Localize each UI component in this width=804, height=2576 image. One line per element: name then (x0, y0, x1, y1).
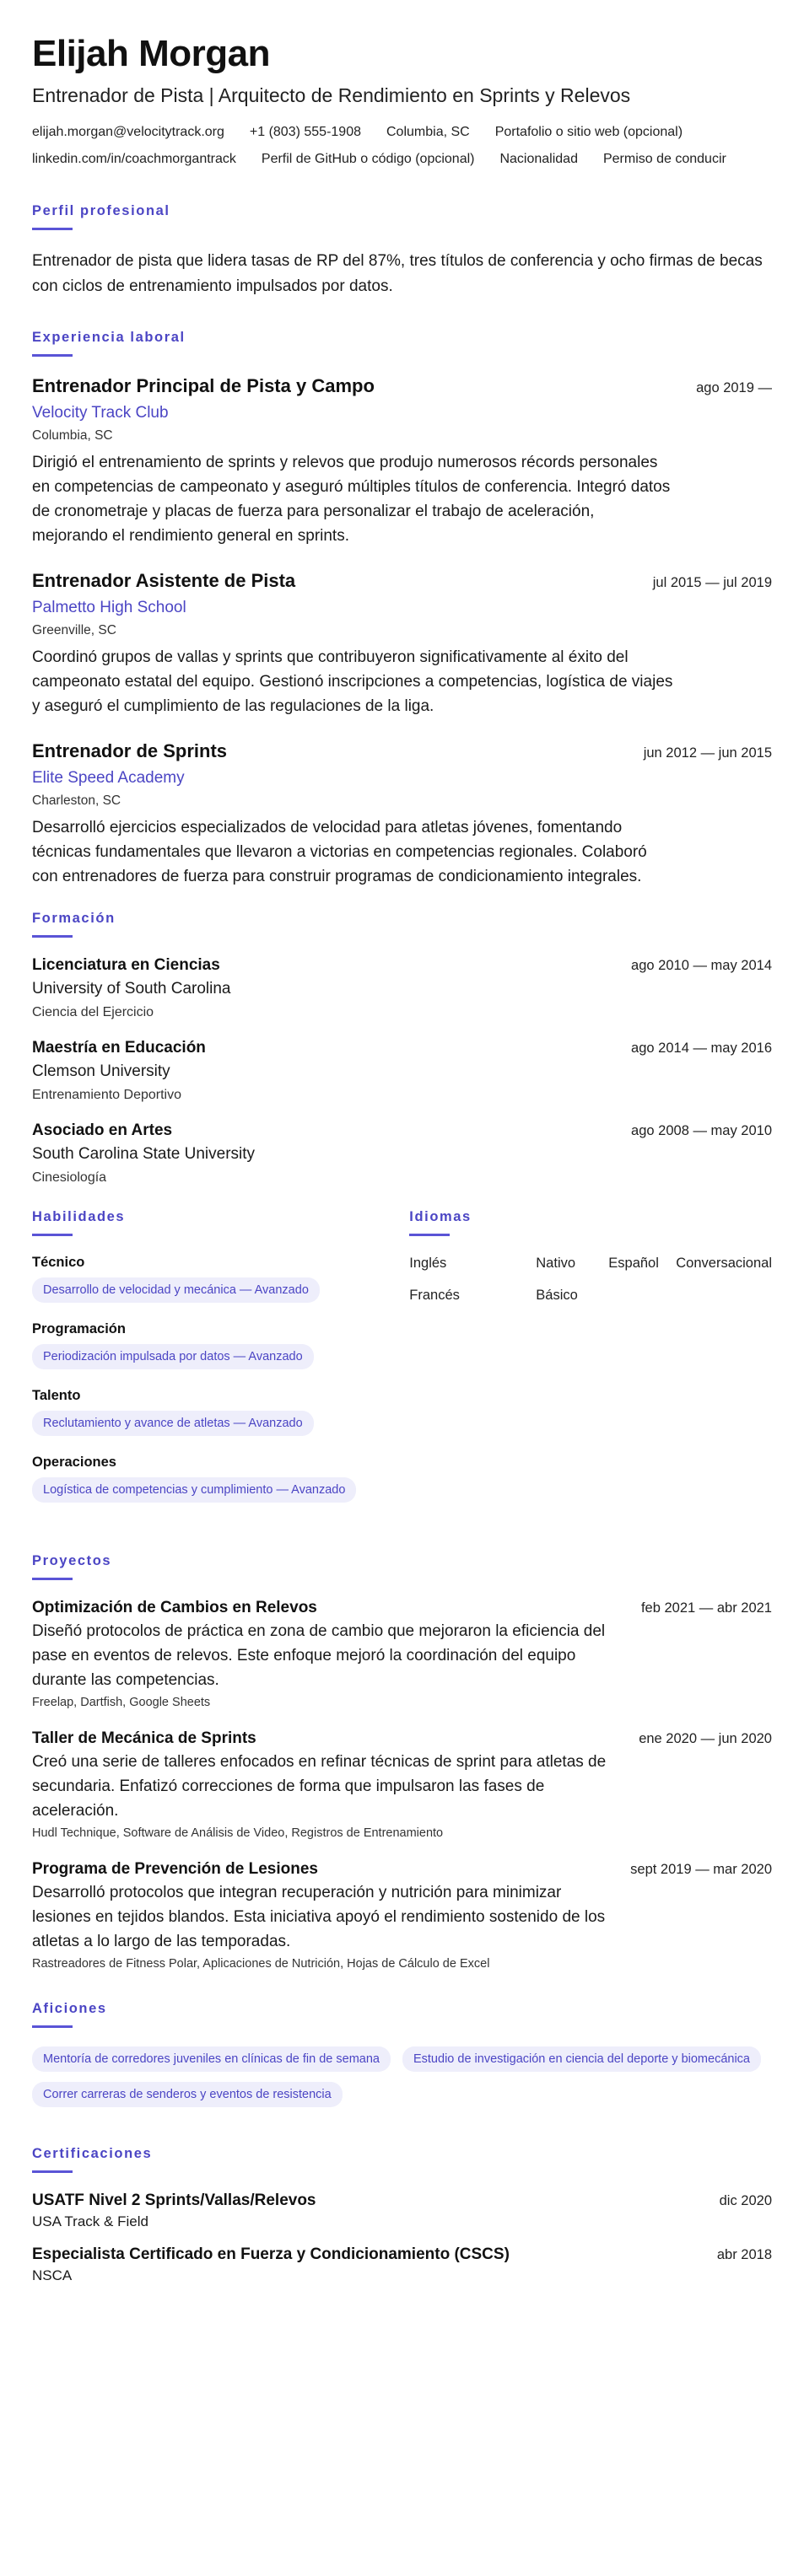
section-title-education: Formación (32, 911, 116, 927)
education-date: ago 2008 — may 2010 (631, 1123, 772, 1139)
section-divider (32, 228, 73, 230)
job-date: ago 2019 — (696, 380, 772, 396)
contact-github[interactable]: Perfil de GitHub o código (opcional) (261, 152, 475, 167)
section-divider (32, 935, 73, 938)
certification-issuer: USA Track & Field (32, 2213, 148, 2230)
project-tech: Rastreadores de Fitness Polar, Aplicaciones de Nutrición, Hojas de Cálculo de Excel (32, 1957, 490, 1971)
project-title: Programa de Prevención de Lesiones (32, 1860, 318, 1879)
education-field: Entrenamiento Deportivo (32, 1088, 181, 1103)
project-description: Creó una serie de talleres enfocados en refinar técnicas de sprint para atletas de secundaria. Enfatizó correcciones de forma que impulsaron las fases de aceleración. (32, 1753, 607, 1820)
certification-date: dic 2020 (719, 2193, 772, 2209)
resume-header (32, 34, 772, 173)
skill-pill: Periodización impulsada por datos — Avanzado (32, 1344, 314, 1369)
certification-entry (32, 2245, 772, 2284)
project-entry (32, 1860, 772, 1971)
project-tech: Hudl Technique, Software de Análisis de Video, Registros de Entrenamiento (32, 1826, 444, 1841)
job-date: jul 2015 — jul 2019 (652, 575, 772, 591)
education-degree: Maestría en Educación (32, 1039, 206, 1057)
skill-group (32, 1455, 409, 1503)
job-entry (32, 375, 772, 548)
section-divider (32, 2170, 73, 2173)
summary-section (32, 203, 772, 299)
project-entry (32, 1729, 772, 1840)
section-title-projects: Proyectos (32, 1553, 112, 1569)
section-title-experience: Experiencia laboral (32, 330, 186, 346)
skill-pill: Desarrollo de velocidad y mecánica — Avanzado (32, 1277, 320, 1303)
job-location: Greenville, SC (32, 623, 116, 638)
contact-list (32, 119, 772, 173)
job-company: Palmetto High School (32, 599, 186, 617)
certification-entry (32, 2191, 772, 2230)
project-title: Taller de Mecánica de Sprints (32, 1729, 256, 1748)
project-description: Desarrolló protocolos que integran recuperación y nutrición para minimizar lesiones en tejidos blandos. Esta iniciativa apoyó el rendimiento sostenido de los atletas a lo largo de las temporadas. (32, 1884, 606, 1951)
education-section (32, 911, 772, 1186)
education-field: Cinesiología (32, 1170, 107, 1186)
job-description: Desarrolló ejercicios especializados de velocidad para atletas jóvenes, fomentando técnicas fundamentales que llevaron a victorias en competencias regionales. Colaboró con entrenadores de fuerza para construir programas de condicionamiento integrales. (32, 819, 647, 886)
job-description: Dirigió el entrenamiento de sprints y relevos que produjo numerosos récords personales en competencias de campeonato y aseguró múltiples títulos de conferencia. Integró datos de cronometraje y placas de fuerza para personalizar el trabajo de aceleración, mejorando el rendimiento general en sprints. (32, 454, 671, 546)
education-date: ago 2010 — may 2014 (631, 958, 772, 974)
section-title-hobbies: Aficiones (32, 2001, 107, 2017)
hobby-pill: Correr carreras de senderos y eventos de resistencia (32, 2082, 343, 2107)
certification-date: abr 2018 (716, 2247, 772, 2263)
section-divider (32, 2025, 73, 2028)
section-divider (32, 1234, 73, 1236)
job-company: Velocity Track Club (32, 404, 169, 422)
education-school: University of South Carolina (32, 980, 231, 998)
languages-section (409, 1209, 772, 1521)
job-date: jun 2012 — jun 2015 (643, 745, 772, 761)
project-date: feb 2021 — abr 2021 (640, 1600, 772, 1616)
candidate-name: Elijah Morgan (32, 33, 270, 74)
education-degree: Licenciatura en Ciencias (32, 956, 220, 975)
section-title-certifications: Certificaciones (32, 2146, 153, 2162)
certifications-section (32, 2146, 772, 2284)
hobby-pill: Mentoría de corredores juveniles en clínicas de fin de semana (32, 2046, 391, 2072)
job-entry (32, 740, 772, 889)
language-name: Inglés (409, 1256, 447, 1272)
skill-group (32, 1388, 409, 1436)
language-level: Conversacional (676, 1256, 772, 1272)
contact-email[interactable]: elijah.morgan@velocitytrack.org (32, 125, 224, 140)
skill-pill: Reclutamiento y avance de atletas — Avanzado (32, 1411, 314, 1436)
experience-section (32, 330, 772, 889)
project-tech: Freelap, Dartfish, Google Sheets (32, 1696, 211, 1710)
hobbies-section (32, 2001, 772, 2107)
section-title-languages: Idiomas (409, 1209, 472, 1225)
summary-text: Entrenador de pista que lidera tasas de RP del 87%, tres títulos de conferencia y ocho firmas de becas con ciclos de entrenamiento impulsados por datos. (32, 252, 763, 296)
contact-linkedin[interactable]: linkedin.com/in/coachmorgantrack (32, 152, 236, 167)
skill-group (32, 1255, 409, 1303)
candidate-headline: Entrenador de Pista | Arquitecto de Rendimiento en Sprints y Relevos (32, 84, 631, 107)
education-entry (32, 1121, 772, 1186)
skill-group (32, 1321, 409, 1369)
section-divider (32, 354, 73, 357)
language-row (409, 1255, 772, 1272)
section-title-skills: Habilidades (32, 1209, 126, 1225)
job-title: Entrenador de Sprints (32, 740, 228, 762)
skill-category: Talento (32, 1388, 81, 1404)
skill-category: Técnico (32, 1255, 85, 1271)
language-name: Español (608, 1256, 659, 1272)
contact-driving-license: Permiso de conducir (602, 152, 726, 167)
section-title-summary: Perfil profesional (32, 203, 170, 219)
skill-category: Programación (32, 1321, 126, 1337)
project-entry (32, 1599, 772, 1709)
certification-title: Especialista Certificado en Fuerza y Condicionamiento (CSCS) (32, 2245, 510, 2264)
section-divider (32, 1578, 73, 1580)
contact-nationality: Nacionalidad (499, 152, 578, 167)
job-location: Charleston, SC (32, 793, 121, 809)
job-entry (32, 570, 772, 718)
skill-category: Operaciones (32, 1455, 116, 1471)
job-title: Entrenador Asistente de Pista (32, 570, 296, 592)
education-degree: Asociado en Artes (32, 1121, 173, 1140)
job-title: Entrenador Principal de Pista y Campo (32, 375, 375, 397)
job-location: Columbia, SC (32, 428, 113, 444)
language-level: Básico (536, 1288, 578, 1304)
education-entry (32, 956, 772, 1020)
skills-section (32, 1209, 409, 1521)
education-entry (32, 1039, 772, 1103)
job-description: Coordinó grupos de vallas y sprints que contribuyeron significativamente al éxito del campeonato estatal del equipo. Gestionó inscripciones a competencias, logística de viajes y aseguró el cumplimiento de las regulaciones de la liga. (32, 648, 673, 716)
education-date: ago 2014 — may 2016 (631, 1041, 772, 1057)
project-date: sept 2019 — mar 2020 (630, 1862, 772, 1878)
project-title: Optimización de Cambios en Relevos (32, 1599, 317, 1617)
language-name: Francés (409, 1288, 460, 1304)
skills-languages-row (32, 1209, 772, 1521)
certification-issuer: NSCA (32, 2267, 73, 2284)
hobby-pill: Estudio de investigación en ciencia del deporte y biomecánica (402, 2046, 761, 2072)
skill-pill: Logística de competencias y cumplimiento — Avanzado (32, 1477, 356, 1503)
section-divider (409, 1234, 450, 1236)
hobby-list (32, 2046, 791, 2107)
job-company: Elite Speed Academy (32, 769, 185, 788)
education-school: South Carolina State University (32, 1145, 256, 1164)
education-field: Ciencia del Ejercicio (32, 1005, 154, 1020)
project-description: Diseñó protocolos de práctica en zona de cambio que mejoraron la eficiencia del pase en eventos de relevos. Este enfoque mejoró la coordinación del equipo durante las competencias. (32, 1622, 606, 1690)
contact-location: Columbia, SC (386, 125, 470, 140)
language-level: Nativo (536, 1256, 576, 1272)
project-date: ene 2020 — jun 2020 (639, 1731, 772, 1747)
contact-portfolio[interactable]: Portafolio o sitio web (opcional) (494, 125, 683, 140)
contact-phone[interactable]: +1 (803) 555-1908 (249, 125, 361, 140)
projects-section (32, 1553, 772, 1971)
language-row (409, 1287, 772, 1304)
education-school: Clemson University (32, 1062, 170, 1081)
certification-title: USATF Nivel 2 Sprints/Vallas/Relevos (32, 2191, 316, 2210)
